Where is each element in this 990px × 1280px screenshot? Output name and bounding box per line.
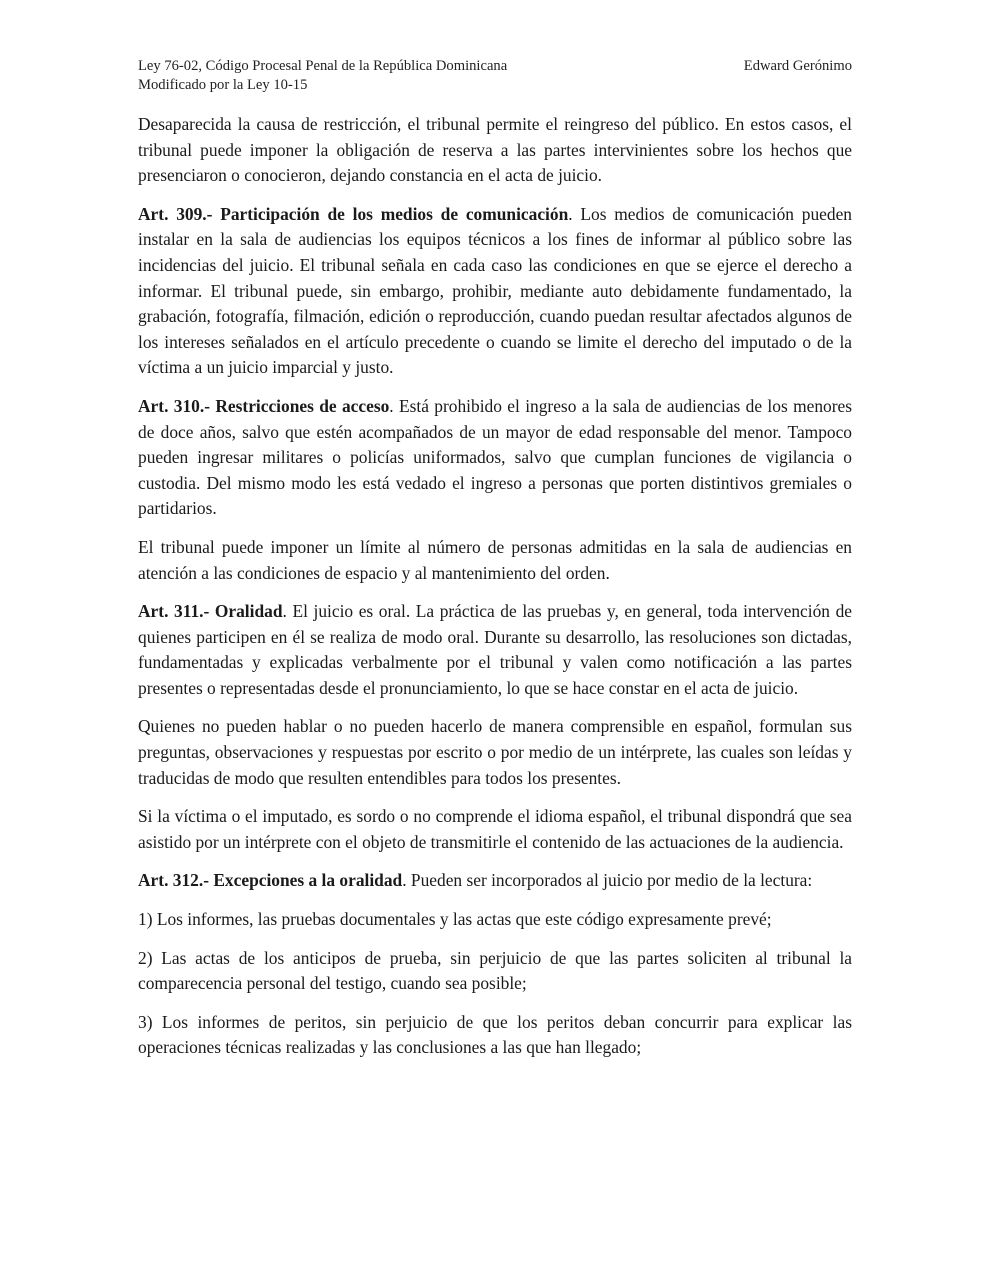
article-heading: Art. 309.- Participación de los medios de comunicación	[138, 203, 569, 224]
paragraph-text: . Está prohibido el ingreso a la sala de audiencias de los menores de doce años, salvo que estén acompañados de un mayor de edad responsable del menor. Tampoco pueden ingresar militares o policías uniformados, salvo que cumplan funciones de vigilancia o custodia. Del mismo modo les está vedado el ingreso a personas que porten distintivos gremiales o partidarios.	[138, 395, 852, 519]
article-heading: Art. 310.- Restricciones de acceso	[138, 395, 390, 416]
document-body	[138, 112, 852, 1061]
header-author: Edward Gerónimo	[743, 58, 852, 74]
paragraph	[138, 535, 852, 586]
header-title-line-1: Ley 76-02, Código Procesal Penal de la República Dominicana	[138, 58, 508, 74]
paragraph	[138, 202, 852, 381]
paragraph-text: 2) Las actas de los anticipos de prueba, sin perjuicio de que las partes soliciten al tribunal la comparecencia personal del testigo, cuando sea posible;	[138, 947, 852, 994]
paragraph-text: Desaparecida la causa de restricción, el tribunal permite el reingreso del público. En estos casos, el tribunal puede imponer la obligación de reserva a las partes intervinientes sobre los hechos que presenciaron o conocieron, dejando constancia en el acta de juicio.	[138, 114, 852, 186]
header-title-line-2: Modificado por la Ley 10-15	[138, 77, 308, 93]
article-heading: Art. 312.- Excepciones a la oralidad	[138, 870, 403, 891]
paragraph-text: . Los medios de comunicación pueden instalar en la sala de audiencias los equipos técnicos a los fines de informar al público sobre las incidencias del juicio. El tribunal señala en cada caso las condiciones en que se ejerce el derecho a informar. El tribunal puede, sin embargo, prohibir, mediante auto debidamente fundamentado, la grabación, fotografía, filmación, edición o reproducción, cuando puedan resultar afectados algunos de los intereses señalados en el artículo precedente o cuando se limite el derecho del imputado o de la víctima a un juicio imparcial y justo.	[138, 203, 852, 378]
paragraph-text: 3) Los informes de peritos, sin perjuicio de que los peritos deban concurrir para explicar las operaciones técnicas realizadas y las conclusiones a las que han llegado;	[138, 1011, 852, 1058]
paragraph	[138, 394, 852, 522]
list-item	[138, 946, 852, 997]
list-item	[138, 907, 852, 933]
paragraph-text: El tribunal puede imponer un límite al número de personas admitidas en la sala de audiencias en atención a las condiciones de espacio y al mantenimiento del orden.	[138, 536, 852, 583]
paragraph	[138, 804, 852, 855]
paragraph	[138, 714, 852, 791]
page-header	[138, 57, 852, 95]
paragraph-text: . El juicio es oral. La práctica de las pruebas y, en general, toda intervención de quienes participen en él se realiza de modo oral. Durante su desarrollo, las resoluciones son dictadas, fundamentadas y explicadas verbalmente por el tribunal y valen como notificación a las partes presentes o representadas desde el pronunciamiento, lo que se hace constar en el acta de juicio.	[138, 601, 852, 698]
article-heading: Art. 311.- Oralidad	[138, 601, 283, 622]
paragraph-text: Si la víctima o el imputado, es sordo o no comprende el idioma español, el tribunal dispondrá que sea asistido por un intérprete con el objeto de transmitirle el contenido de las actuaciones de la audiencia.	[138, 806, 852, 852]
paragraph-text: 1) Los informes, las pruebas documentales y las actas que este código expresamente prevé;	[138, 909, 772, 930]
paragraph	[138, 868, 852, 894]
document-page	[138, 57, 852, 1074]
paragraph-text: Quienes no pueden hablar o no pueden hacerlo de manera comprensible en español, formulan sus preguntas, observaciones y respuestas por escrito o por medio de un intérprete, las cuales son leídas y traducidas de modo que resulten entendibles para todos los presentes.	[138, 716, 852, 788]
paragraph-text: . Pueden ser incorporados al juicio por medio de la lectura:	[402, 870, 813, 891]
paragraph	[138, 599, 852, 701]
paragraph	[138, 112, 852, 189]
list-item	[138, 1010, 852, 1061]
